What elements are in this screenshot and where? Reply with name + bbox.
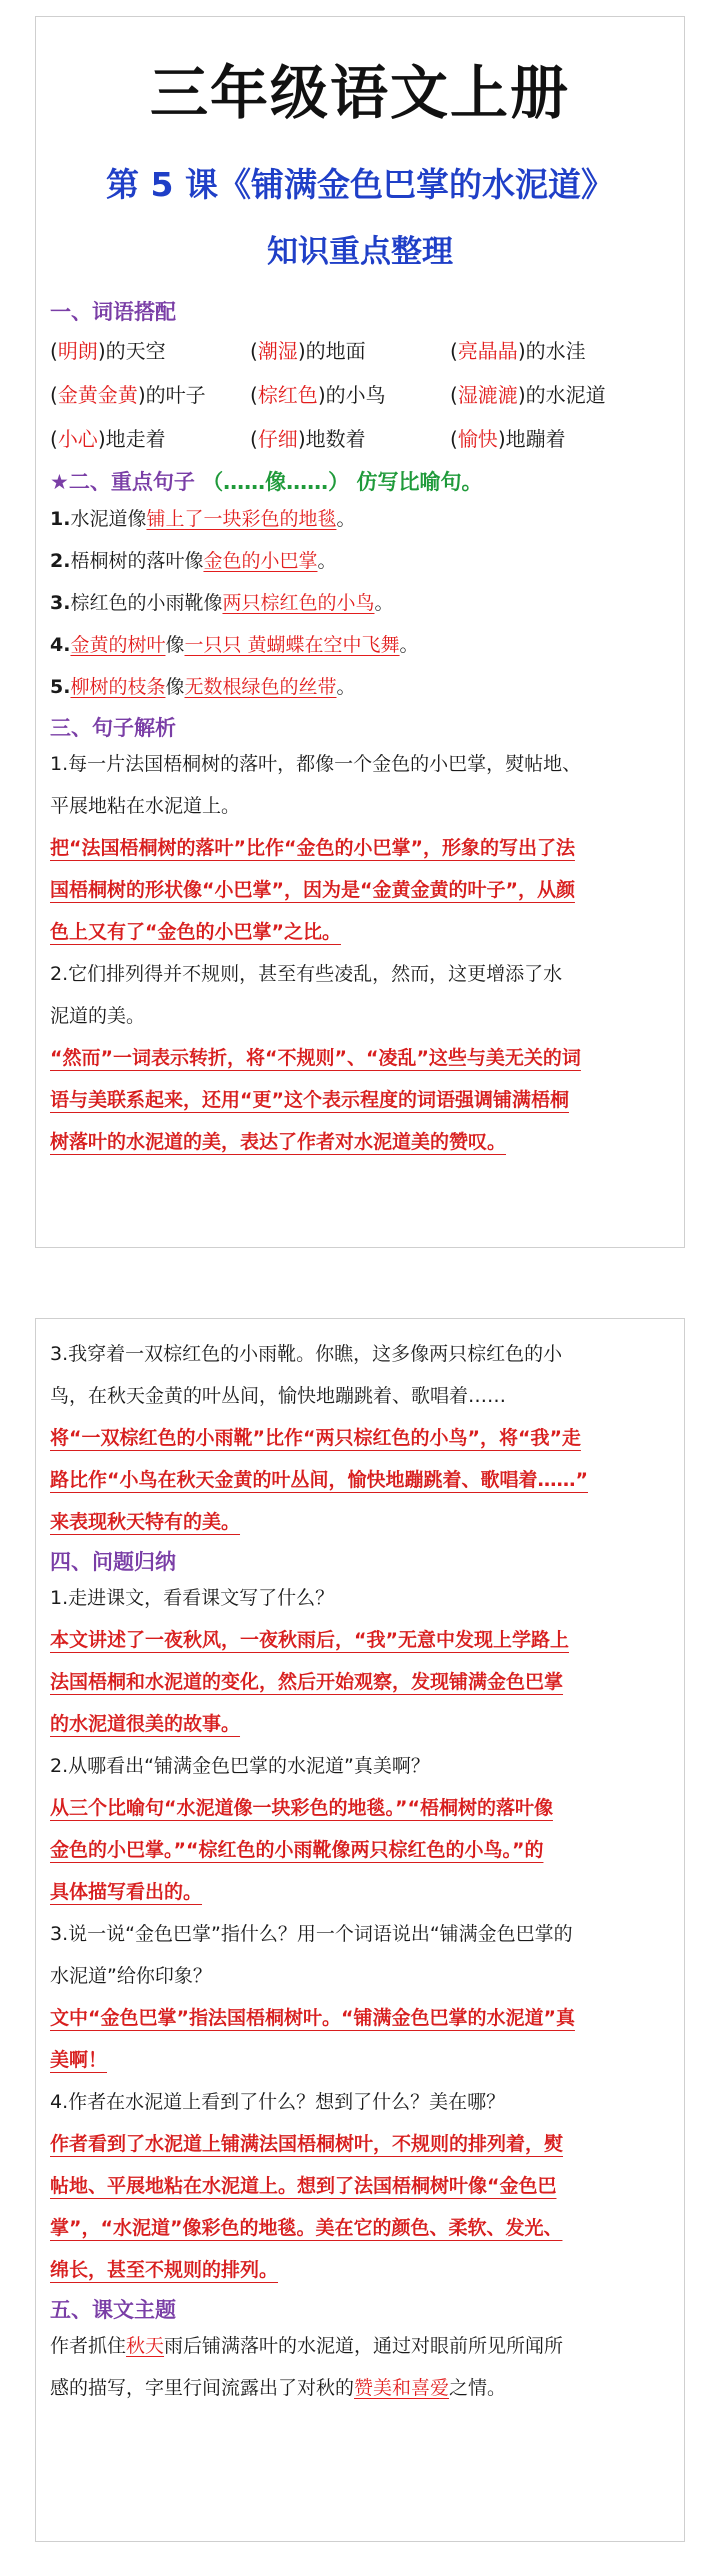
word-pair: (亮晶晶)的水洼 — [450, 339, 586, 363]
word-pair: (金黄金黄)的叶子 — [50, 383, 206, 407]
question-text: 3.说一说“金色巴掌”指什么？用一个词语说出“铺满金色巴掌的 — [50, 1923, 573, 1945]
answer-text: 树落叶的水泥道的美，表达了作者对水泥道美的赞叹。 — [50, 1131, 507, 1153]
page-title: 三年级语文上册 — [149, 59, 570, 127]
word-pair: (小心)地走着 — [50, 427, 166, 451]
theme-text: 作者抓住秋天雨后铺满落叶的水泥道，通过对眼前所见所闻所 — [50, 2335, 564, 2357]
question-text: 1.走进课文，看看课文写了什么？ — [50, 1587, 335, 1609]
answer-text: 掌”，“水泥道”像彩色的地毯。美在它的颜色、柔软、发光、 — [50, 2217, 563, 2239]
answer-text: 法国梧桐和水泥道的变化，然后开始观察，发现铺满金色巴掌 — [50, 1671, 564, 1693]
section-heading-1: 一、词语搭配 — [50, 300, 176, 324]
question-text: 2.它们排列得并不规则，甚至有些凌乱，然而，这更增添了水 — [50, 963, 563, 985]
word-pair: (棕红色)的小鸟 — [250, 383, 386, 407]
question-text: 2.从哪看出“铺满金色巴掌的水泥道”真美啊？ — [50, 1755, 430, 1777]
answer-text: 把“法国梧桐树的落叶”比作“金色的小巴掌”，形象的写出了法 — [50, 837, 575, 859]
answer-text: 作者看到了水泥道上铺满法国梧桐树叶，不规则的排列着，熨 — [50, 2133, 564, 2155]
word-pairs-grid — [50, 335, 670, 455]
answer-text: 本文讲述了一夜秋风，一夜秋雨后，“我”无意中发现上学路上 — [50, 1629, 569, 1651]
answer-text: 帖地、平展地粘在水泥道上。想到了法国梧桐树叶像“金色巴 — [50, 2175, 557, 2197]
page-card-2 — [35, 1318, 685, 2542]
answer-text: 绵长，甚至不规则的排列。 — [50, 2259, 279, 2281]
answer-text: 来表现秋天特有的美。 — [50, 1511, 241, 1533]
answer-text: 美啊！ — [50, 2049, 108, 2071]
question-text: 3.我穿着一双棕红色的小雨靴。你瞧，这多像两只棕红色的小 — [50, 1343, 563, 1365]
answer-text: 金色的小巴掌。”“棕红色的小雨靴像两只棕红色的小鸟。”的 — [50, 1839, 544, 1861]
question-text: 泥道的美。 — [50, 1005, 146, 1027]
page-card-1 — [35, 16, 685, 1248]
sentence-item: 2.梧桐树的落叶像金色的小巴掌。 — [50, 550, 337, 572]
word-pair: (湿漉漉)的水泥道 — [450, 383, 606, 407]
question-text: 1.每一片法国梧桐树的落叶，都像一个金色的小巴掌，熨帖地、 — [50, 753, 582, 775]
question-text: 水泥道”给你印象？ — [50, 1965, 212, 1987]
lesson-title: 第 5 课《铺满金色巴掌的水泥道》 — [106, 165, 614, 204]
answer-text: 从三个比喻句“水泥道像一块彩色的地毯。”“梧桐树的落叶像 — [50, 1797, 553, 1819]
sentence-item: 4.金黄的树叶像一只只 黄蝴蝶在空中飞舞。 — [50, 634, 419, 656]
sentence-item: 1.水泥道像铺上了一块彩色的地毯。 — [50, 508, 356, 530]
answer-text: 路比作“小鸟在秋天金黄的叶丛间，愉快地蹦跳着、歌唱着……” — [50, 1469, 588, 1491]
section-heading-2: ★二、重点句子 （……像……） 仿写比喻句。 — [50, 470, 483, 494]
section-heading-5: 五、课文主题 — [50, 2298, 176, 2322]
answer-text: 具体描写看出的。 — [50, 1881, 203, 1903]
answer-text: 将“一双棕红色的小雨靴”比作“两只棕红色的小鸟”，将“我”走 — [50, 1427, 581, 1449]
answer-text: 的水泥道很美的故事。 — [50, 1713, 241, 1735]
answer-text: “然而”一词表示转折，将“不规则”、“凌乱”这些与美无关的词 — [50, 1047, 581, 1069]
section-heading-4: 四、问题归纳 — [50, 1550, 176, 1574]
word-pair: (仔细)地数着 — [250, 427, 366, 451]
theme-text: 感的描写，字里行间流露出了对秋的赞美和喜爱之情。 — [50, 2377, 507, 2399]
answer-text: 色上又有了“金色的小巴掌”之比。 — [50, 921, 341, 943]
answer-text: 文中“金色巴掌”指法国梧桐树叶。“铺满金色巴掌的水泥道”真 — [50, 2007, 575, 2029]
sentence-item: 5.柳树的枝条像无数根绿色的丝带。 — [50, 676, 356, 698]
subtitle: 知识重点整理 — [267, 234, 453, 270]
answer-text: 国梧桐树的形状像“小巴掌”，因为是“金黄金黄的叶子”，从颜 — [50, 879, 575, 901]
question-text: 鸟，在秋天金黄的叶丛间，愉快地蹦跳着、歌唱着…… — [50, 1385, 507, 1407]
word-pair: (明朗)的天空 — [50, 339, 166, 363]
question-text: 平展地粘在水泥道上。 — [50, 795, 241, 817]
word-pair: (愉快)地蹦着 — [450, 427, 566, 451]
word-pair: (潮湿)的地面 — [250, 339, 366, 363]
answer-text: 语与美联系起来，还用“更”这个表示程度的词语强调铺满梧桐 — [50, 1089, 569, 1111]
sentence-item: 3.棕红色的小雨靴像两只棕红色的小鸟。 — [50, 592, 394, 614]
section-heading-3: 三、句子解析 — [50, 716, 176, 740]
question-text: 4.作者在水泥道上看到了什么？想到了什么？美在哪？ — [50, 2091, 506, 2113]
